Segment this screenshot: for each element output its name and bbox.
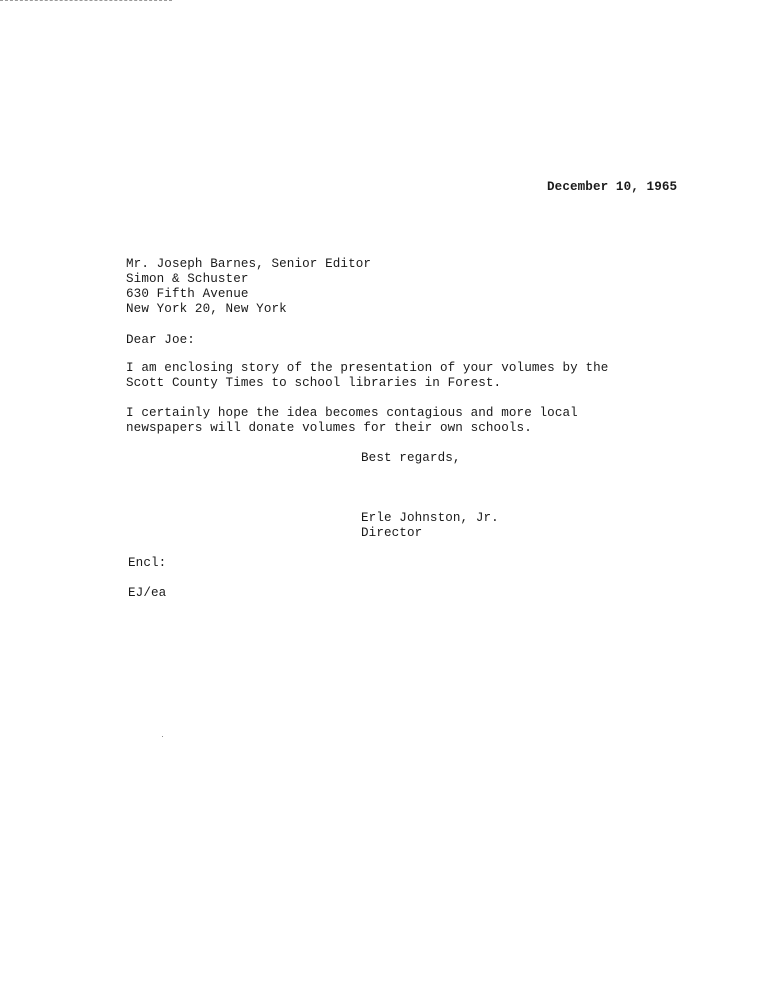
paragraph-line: I am enclosing story of the presentation of your volumes by the [126,361,609,375]
signature-block [361,511,499,541]
inside-address [126,257,371,317]
recipient-city: New York 20, New York [126,302,287,316]
body-paragraph-2 [126,406,646,436]
letter-date: December 10, 1965 [547,180,678,194]
paragraph-line: Scott County Times to school libraries in Forest. [126,376,502,390]
scan-edge-dashes [0,0,172,1]
paragraph-line: I certainly hope the idea becomes contagious and more local [126,406,578,420]
salutation: Dear Joe: [126,333,195,347]
body-paragraph-1 [126,361,646,391]
recipient-street: 630 Fifth Avenue [126,287,249,301]
scan-speck [162,736,163,737]
paragraph-line: newspapers will donate volumes for their own schools. [126,421,532,435]
reference-initials: EJ/ea [128,586,167,600]
recipient-name: Mr. Joseph Barnes, Senior Editor [126,257,372,271]
signer-title: Director [361,526,423,540]
recipient-company: Simon & Schuster [126,272,249,286]
signer-name: Erle Johnston, Jr. [361,511,499,525]
enclosure-notation: Encl: [128,556,167,570]
complimentary-closing: Best regards, [361,451,461,465]
